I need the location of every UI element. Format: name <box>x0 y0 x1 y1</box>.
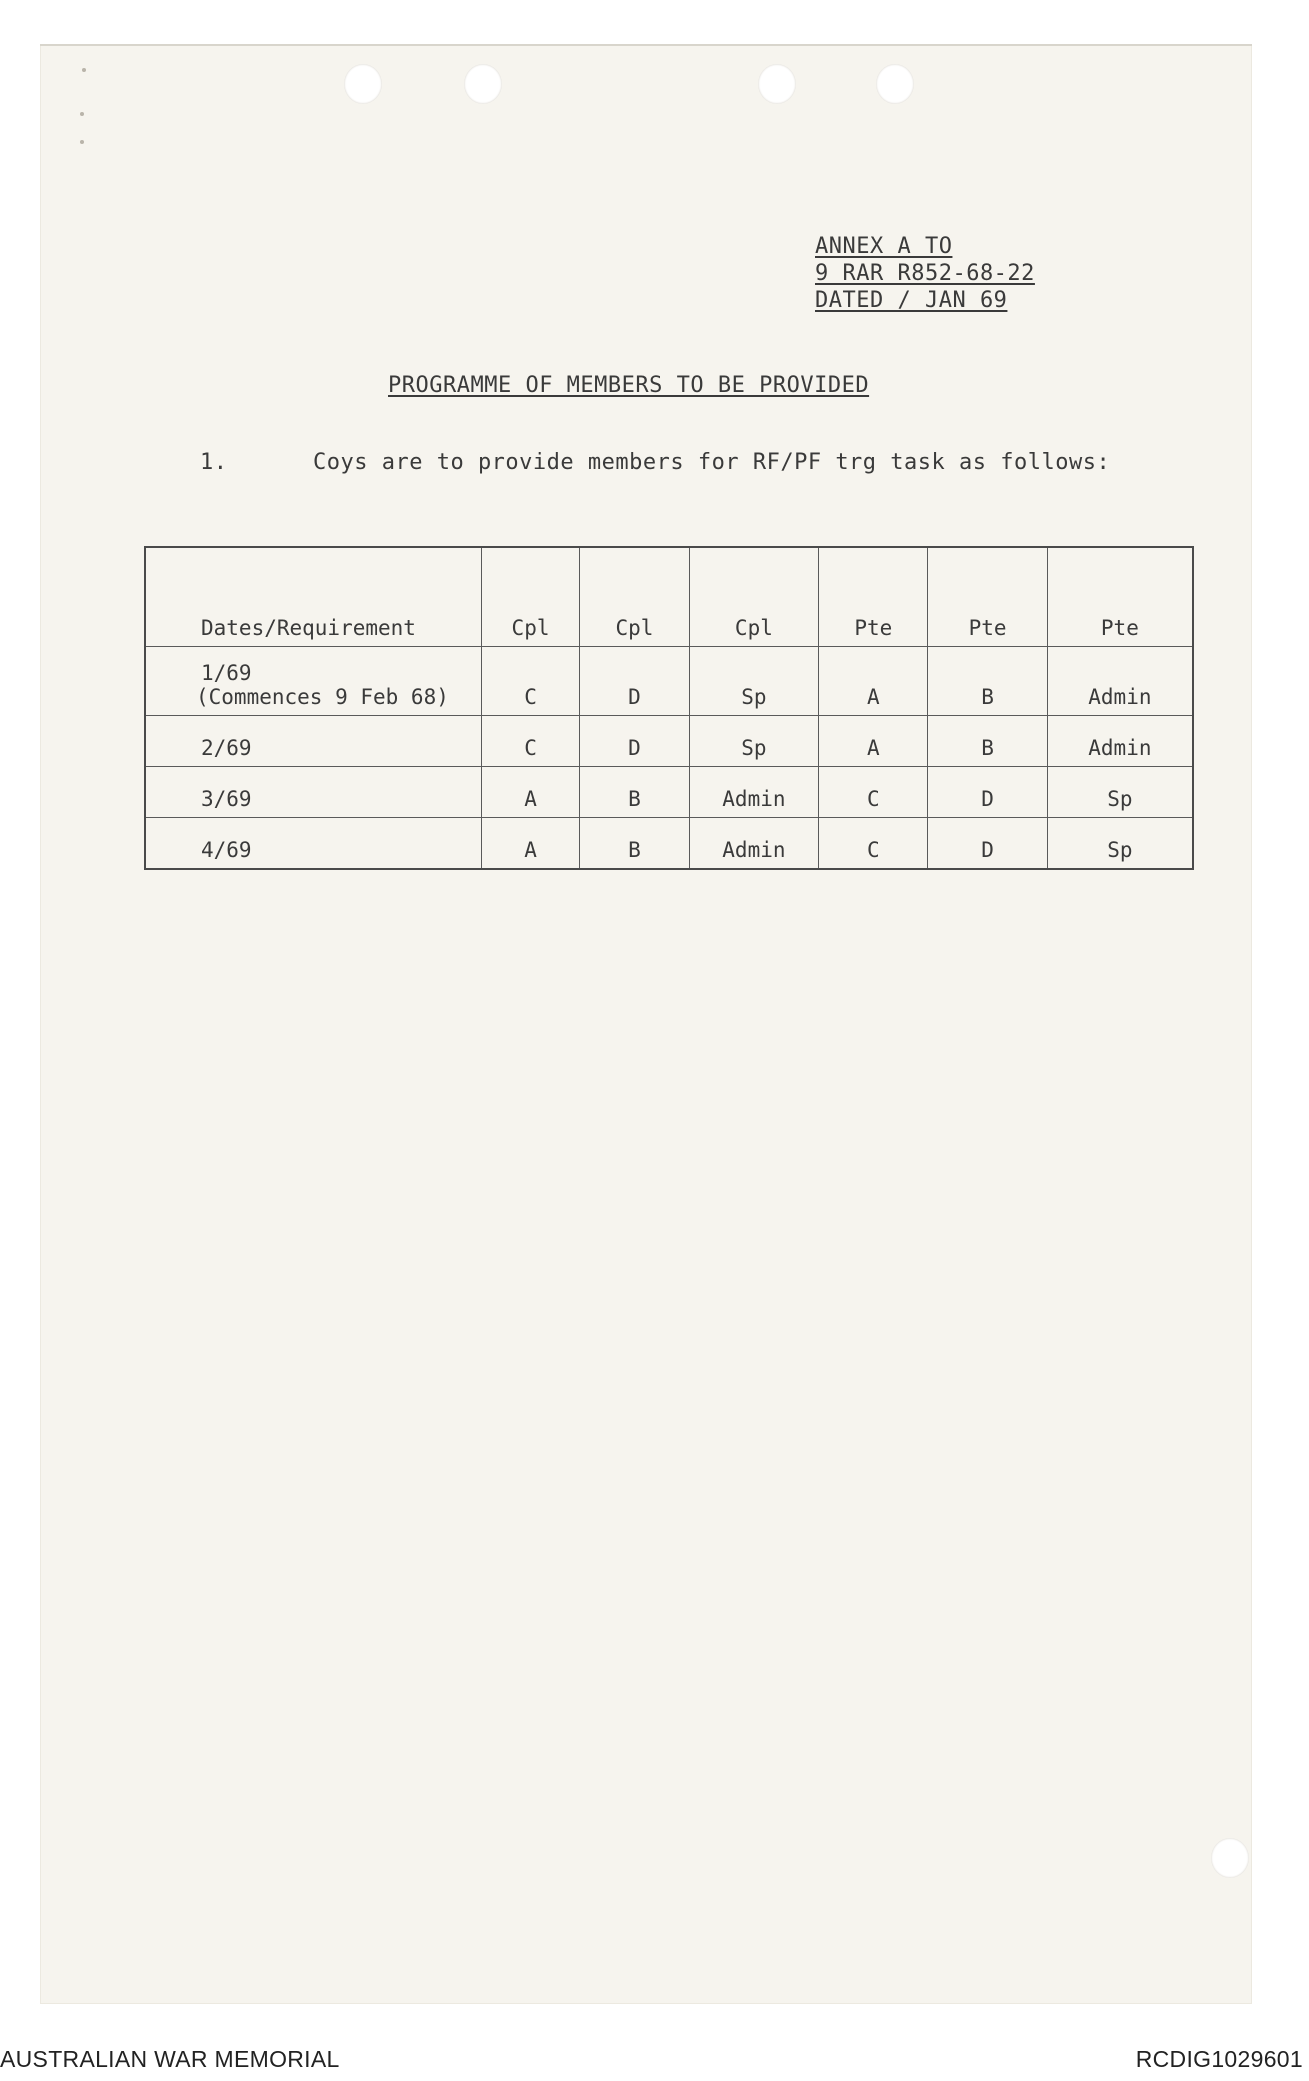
header-pte-2: Pte <box>928 547 1047 647</box>
row-note: (Commences 9 Feb 68) <box>196 685 449 709</box>
header-cpl-1: Cpl <box>481 547 580 647</box>
header-pte-1: Pte <box>819 547 928 647</box>
table-cell: Admin <box>689 767 819 818</box>
annex-line-3: DATED / JAN 69 <box>815 288 1008 313</box>
document-heading: PROGRAMME OF MEMBERS TO BE PROVIDED <box>388 373 870 398</box>
table-cell: Sp <box>1047 818 1193 870</box>
header-pte-3: Pte <box>1047 547 1193 647</box>
table-cell: B <box>928 716 1047 767</box>
table-cell: A <box>481 818 580 870</box>
table-cell: Sp <box>689 647 819 716</box>
table-cell: D <box>928 818 1047 870</box>
table-cell: B <box>580 767 689 818</box>
table-cell: C <box>481 716 580 767</box>
page-top-edge <box>40 44 1252 46</box>
table-cell: Admin <box>1047 647 1193 716</box>
table-cell: B <box>580 818 689 870</box>
table-row <box>145 647 1193 716</box>
footer-institution: AUSTRALIAN WAR MEMORIAL <box>0 2046 340 2072</box>
table-cell: D <box>580 647 689 716</box>
paragraph-number: 1. <box>200 450 228 475</box>
table-header-row <box>145 547 1193 647</box>
row-date: 1/69 <box>201 661 252 685</box>
paragraph-text: Coys are to provide members for RF/PF trg task as follows: <box>313 450 1111 475</box>
header-cpl-2: Cpl <box>580 547 689 647</box>
punch-hole <box>876 64 914 104</box>
table-cell: C <box>819 767 928 818</box>
row-date: 2/69 <box>145 716 481 767</box>
row-date-cell <box>145 647 481 716</box>
footer-identifier: RCDIG1029601 <box>1135 2046 1303 2072</box>
row-date: 3/69 <box>145 767 481 818</box>
row-date: 4/69 <box>145 818 481 870</box>
table-row <box>145 716 1193 767</box>
table-row <box>145 818 1193 870</box>
table-cell: A <box>481 767 580 818</box>
punch-hole <box>758 64 796 104</box>
punch-hole <box>1211 1838 1249 1878</box>
table-cell: C <box>481 647 580 716</box>
punch-hole <box>344 64 382 104</box>
paper-speck <box>80 112 84 116</box>
paper-speck <box>80 140 84 144</box>
paper-speck <box>82 68 86 72</box>
header-dates-requirement: Dates/Requirement <box>145 547 481 647</box>
annex-reference <box>815 233 1035 314</box>
table-cell: A <box>819 647 928 716</box>
table-cell: D <box>580 716 689 767</box>
header-cpl-3: Cpl <box>689 547 819 647</box>
table-cell: B <box>928 647 1047 716</box>
document-page <box>40 44 1252 2004</box>
table-cell: Sp <box>1047 767 1193 818</box>
table-cell: C <box>819 818 928 870</box>
table-cell: A <box>819 716 928 767</box>
table-cell: Sp <box>689 716 819 767</box>
annex-line-1: ANNEX A TO <box>815 234 953 259</box>
table-row <box>145 767 1193 818</box>
programme-table <box>144 546 1194 870</box>
punch-hole <box>464 64 502 104</box>
table-cell: Admin <box>689 818 819 870</box>
table-cell: D <box>928 767 1047 818</box>
annex-line-2: 9 RAR R852-68-22 <box>815 261 1035 286</box>
table-cell: Admin <box>1047 716 1193 767</box>
